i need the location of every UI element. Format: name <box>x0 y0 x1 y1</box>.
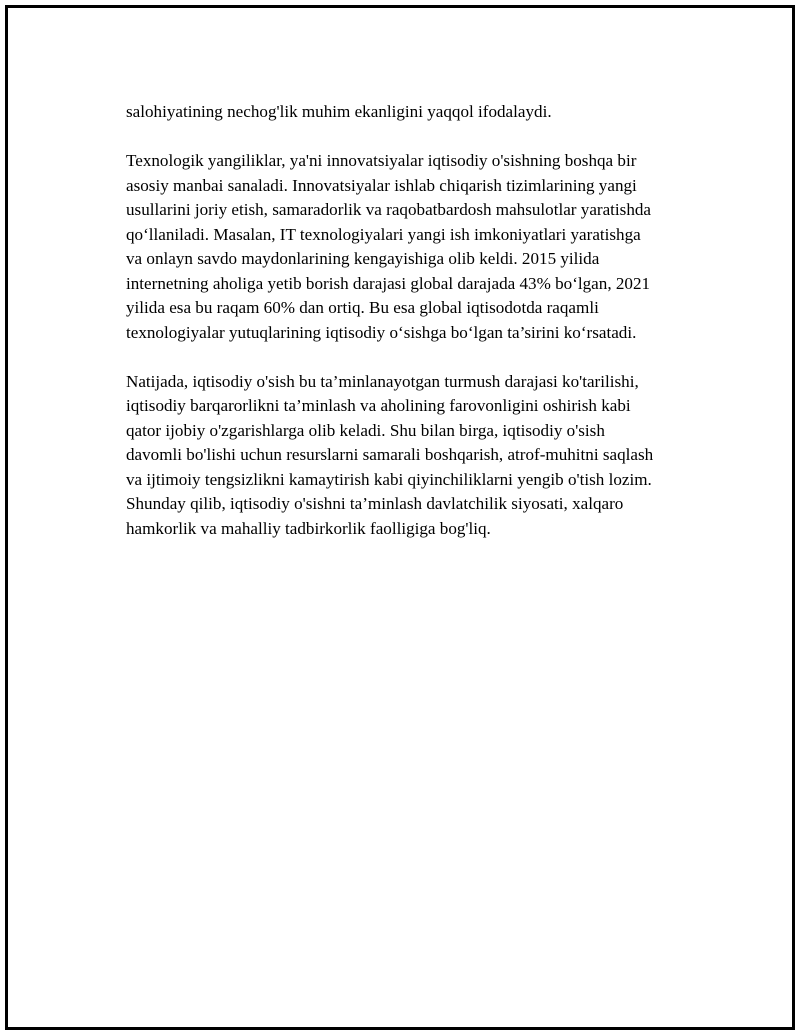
text-line: qo‘llaniladi. Masalan, IT texnologiyalari yangi ish imkoniyatlari yaratishga <box>126 224 641 244</box>
text-line: iqtisodiy barqarorlikni ta’minlash va aholining farovonligini oshirish kabi <box>126 396 631 415</box>
text-line: qator ijobiy o'zgarishlarga olib keladi. Shu bilan birga, iqtisodiy o'sish <box>126 420 605 440</box>
text-line: Texnologik yangiliklar, ya'ni innovatsiyalar iqtisodiy o'sishning boshqa bir <box>126 151 637 170</box>
page-frame <box>5 5 795 1030</box>
text-line: davomli bo'lishi uchun resurslarni samarali boshqarish, atrof-muhitni saqlash <box>126 445 654 464</box>
document-body <box>126 100 696 566</box>
text-line: Natijada, iqtisodiy o'sish bu ta’minlanayotgan turmush darajasi ko'tarilishi, <box>126 371 639 391</box>
paragraph-1 <box>126 100 696 125</box>
text-line: va ijtimoiy tengsizlikni kamaytirish kabi qiyinchiliklarni yengib o'tish lozim. <box>126 469 652 489</box>
text-line: Shunday qilib, iqtisodiy o'sishni ta’minlash davlatchilik siyosati, xalqaro <box>126 494 624 513</box>
text-line: internetning aholiga yetib borish darajasi global darajada 43% bo‘lgan, 2021 <box>126 273 651 293</box>
paragraph-2 <box>126 149 696 345</box>
text-line: texnologiyalar yutuqlarining iqtisodiy o‘sishga bo‘lgan ta’sirini ko‘rsatadi. <box>126 322 637 342</box>
text-line: va onlayn savdo maydonlarining kengayishiga olib keldi. 2015 yilida <box>126 249 600 268</box>
text-line: asosiy manbai sanaladi. Innovatsiyalar ishlab chiqarish tizimlarining yangi <box>126 175 637 195</box>
text-line: hamkorlik va mahalliy tadbirkorlik faolligiga bog'liq. <box>126 518 491 538</box>
text-line: usullarini joriy etish, samaradorlik va raqobatbardosh mahsulotlar yaratishda <box>126 200 652 219</box>
text-line: salohiyatining nechog'lik muhim ekanligini yaqqol ifodalaydi. <box>126 102 552 121</box>
paragraph-3 <box>126 370 696 542</box>
text-line: yilida esa bu raqam 60% dan ortiq. Bu esa global iqtisodotda raqamli <box>126 298 599 317</box>
